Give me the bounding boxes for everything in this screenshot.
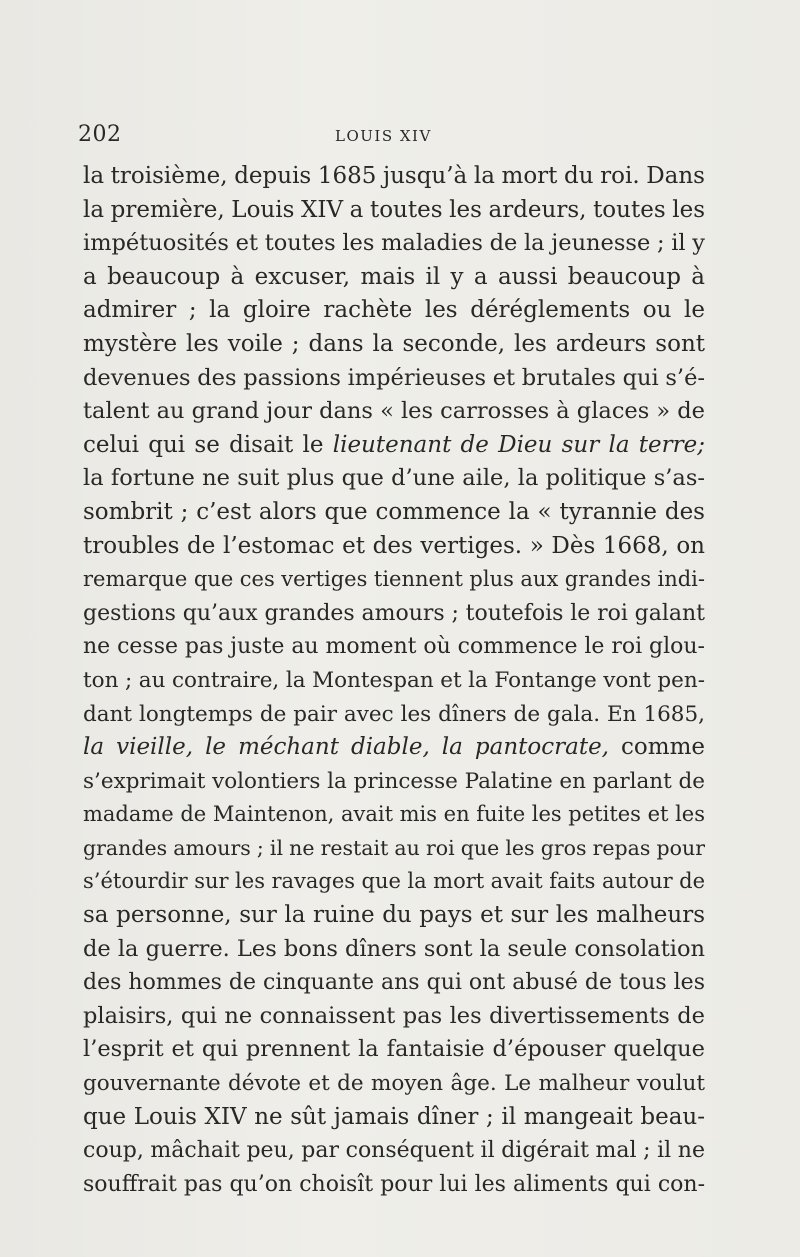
text-run: ton ; au contraire, la Montespan et la Fontange vont pen- [83,667,705,693]
text-line [83,664,705,698]
text-run: remarque que ces vertiges tiennent plus aux grandes indi- [83,567,705,592]
text-line [83,899,705,933]
text-line [83,160,705,194]
text-line [83,395,705,429]
running-title: LOUIS XIV [335,127,432,145]
text-line [83,261,705,295]
text-line [83,731,705,765]
text-line [83,194,705,228]
text-run: devenues des passions impérieuses et brutales qui s’é- [83,364,705,391]
text-line [83,630,705,664]
text-line [83,294,705,328]
text-run: madame de Maintenon, avait mis en fuite les petites et les [83,802,705,827]
text-run: troubles de l’estomac et des vertiges. » Dès 1668, on [83,532,705,559]
text-run: la première, Louis XIV a toutes les ardeurs, toutes les [83,196,705,223]
text-run: de la guerre. Les bons dîners sont la seule consolation [83,935,705,962]
text-run: l’esprit et qui prennent la fantaisie d’épouser quelque [83,1036,705,1063]
text-line [83,1101,705,1135]
text-run: dant longtemps de pair avec les dîners de gala. En 1685, [83,701,705,727]
text-line [83,1033,705,1067]
text-run: impétuosités et toutes les maladies de la jeunesse ; il y [83,230,705,257]
text-line [83,362,705,396]
text-run: mystère les voile ; dans la seconde, les ardeurs sont [83,330,705,357]
text-line [83,865,705,899]
text-line [83,563,705,597]
text-line [83,966,705,1000]
text-run: gouvernante dévote et de moyen âge. Le malheur voulut [83,1071,705,1097]
text-line [83,1134,705,1168]
italic-text-run: la vieille, le méchant diable, la pantocrate, [83,734,609,761]
text-run: ne cesse pas juste au moment où commence le roi glou- [83,634,705,660]
text-line [83,798,705,832]
text-line [83,832,705,866]
text-run: celui qui se disait le [83,431,333,458]
text-line [83,429,705,463]
text-run: la troisième, depuis 1685 jusqu’à la mort du roi. Dans [83,163,705,189]
text-line [83,933,705,967]
text-run: la fortune ne suit plus que d’une aile, la politique s’as- [83,465,705,492]
text-run: admirer ; la gloire rachète les déréglements ou le [83,297,705,324]
text-line [83,328,705,362]
text-run: des hommes de cinquante ans qui ont abusé de tous les [83,970,705,996]
text-run: a beaucoup à excuser, mais il y a aussi beaucoup à [83,263,705,290]
text-line [83,1000,705,1034]
italic-text-run: lieutenant de Dieu sur la terre; [332,431,705,458]
text-line [83,1168,705,1202]
text-run: sombrit ; c’est alors que commence la « tyrannie des [83,498,705,525]
text-line [83,530,705,564]
text-run: coup, mâchait peu, par conséquent il digérait mal ; il ne [83,1138,705,1164]
text-run: gestions qu’aux grandes amours ; toutefois le roi galant [83,600,705,626]
text-run: souffrait pas qu’on choisît pour lui les aliments qui con- [83,1171,705,1197]
text-line [83,597,705,631]
text-line [83,227,705,261]
text-line [83,462,705,496]
text-line [83,698,705,732]
text-run: talent au grand jour dans « les carrosses à glaces » de [83,398,705,425]
text-run: grandes amours ; il ne restait au roi que les gros repas pour [83,835,705,860]
text-line [83,765,705,799]
text-line [83,496,705,530]
body-text [83,160,705,1201]
page-header [78,122,708,152]
text-run: s’étourdir sur les ravages que la mort avait faits autour de [83,869,705,894]
page-number: 202 [78,122,122,147]
text-line [83,1067,705,1101]
text-run: comme [609,734,705,761]
text-run: plaisirs, qui ne connaissent pas les divertissements de [83,1002,705,1029]
text-run: que Louis XIV ne sût jamais dîner ; il mangeait beau- [83,1103,705,1130]
text-run: sa personne, sur la ruine du pays et sur les malheurs [83,902,705,929]
text-run: s’exprimait volontiers la princesse Palatine en parlant de [83,768,705,794]
